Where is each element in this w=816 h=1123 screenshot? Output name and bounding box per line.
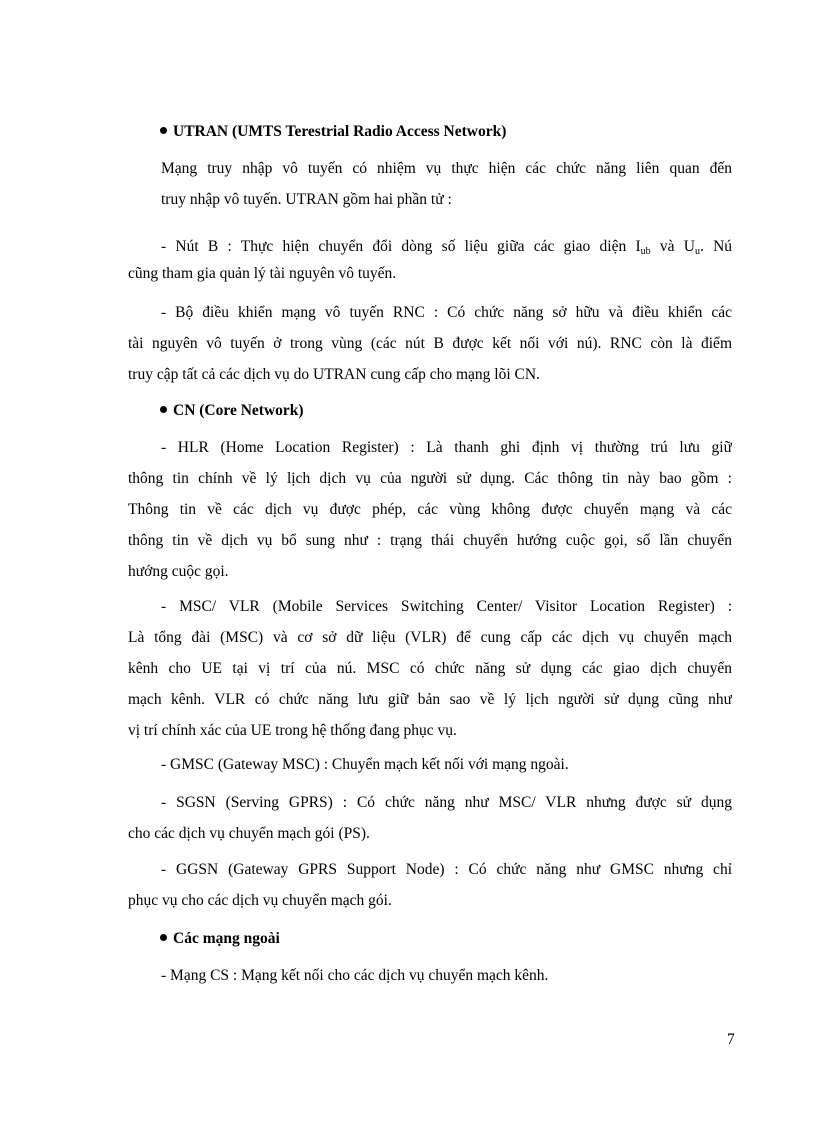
paragraph-hlr <box>128 438 732 593</box>
text-line <box>128 237 732 264</box>
paragraph-cs-network <box>128 966 732 997</box>
heading-utran-text: UTRAN (UMTS Terestrial Radio Access Network) <box>173 123 507 140</box>
text-line: - GGSN (Gateway GPRS Support Node) : Có chức năng như GMSC nhưng chỉ <box>161 861 732 878</box>
text-line: truy nhập vô tuyến. UTRAN gồm hai phần tử : <box>161 191 452 208</box>
text-run: . Nú <box>699 238 732 255</box>
text-line: - SGSN (Serving GPRS) : Có chức năng như MSC/ VLR nhưng được sử dụng <box>161 794 732 811</box>
text-line: Thông tin về các dịch vụ được phép, các vùng không được chuyển mạng và các <box>128 501 732 518</box>
bullet-icon <box>160 934 167 941</box>
bullet-icon <box>160 406 167 413</box>
text-line: truy cập tất cả các dịch vụ do UTRAN cung cấp cho mạng lõi CN. <box>128 366 540 383</box>
text-line: - Bộ điều khiển mạng vô tuyến RNC : Có chức năng sở hữu và điều khiển các <box>161 304 732 321</box>
paragraph-sgsn <box>128 793 732 855</box>
text-line: kênh cho UE tại vị trí của nú. MSC có chức năng sử dụng các giao dịch chuyển <box>128 660 732 677</box>
text-line: mạch kênh. VLR có chức năng lưu giữ bản sao về lý lịch người sử dụng cũng như <box>128 691 732 708</box>
paragraph-msc-vlr <box>128 597 732 752</box>
text-line: - Mạng CS : Mạng kết nối cho các dịch vụ chuyển mạch kênh. <box>161 967 549 984</box>
paragraph-utran-intro <box>128 159 732 221</box>
bullet-icon <box>160 127 167 134</box>
text-line: Mạng truy nhập vô tuyến có nhiệm vụ thực hiện các chức năng liên quan đến <box>161 160 732 177</box>
text-run: - Nút B : Thực hiện chuyển đổi dòng số liệu giữa các giao diện I <box>161 238 641 255</box>
text-line: cho các dịch vụ chuyển mạch gói (PS). <box>128 825 370 842</box>
heading-external-networks <box>160 929 280 949</box>
text-line: tài nguyên vô tuyến ở trong vùng (các nút B được kết nối với nú). RNC còn là điểm <box>128 335 732 352</box>
text-line: - HLR (Home Location Register) : Là thanh ghi định vị thường trú lưu giữ <box>161 439 732 456</box>
heading-external-text: Các mạng ngoài <box>173 930 280 947</box>
heading-utran <box>160 122 506 142</box>
text-line: phục vụ cho các dịch vụ chuyển mạch gói. <box>128 892 392 909</box>
heading-cn-text: CN (Core Network) <box>173 402 304 419</box>
paragraph-node-b <box>128 237 732 291</box>
text-line: cũng tham gia quản lý tài nguyên vô tuyến. <box>128 265 397 282</box>
text-line: hướng cuộc gọi. <box>128 563 229 580</box>
paragraph-rnc <box>128 303 732 396</box>
text-line: vị trí chính xác của UE trong hệ thống đang phục vụ. <box>128 722 457 739</box>
subscript: ub <box>640 246 651 257</box>
text-run: và U <box>650 238 695 255</box>
text-line: Là tổng đài (MSC) và cơ sở dữ liệu (VLR) để cung cấp các dịch vụ chuyển mạch <box>128 629 732 646</box>
text-line: - GMSC (Gateway MSC) : Chuyển mạch kết nối với mạng ngoài. <box>161 756 569 773</box>
text-line: thông tin chính về lý lịch dịch vụ của người sử dụng. Các thông tin này bao gồm : <box>128 470 732 487</box>
text-line: - MSC/ VLR (Mobile Services Switching Center/ Visitor Location Register) : <box>161 598 732 615</box>
text-line: thông tin về dịch vụ bổ sung như : trạng thái chuyển hướng cuộc gọi, số lần chuyển <box>128 532 732 549</box>
heading-cn <box>160 401 304 421</box>
paragraph-gmsc <box>128 755 732 786</box>
subscript: u <box>694 246 700 257</box>
page-number: 7 <box>727 1031 735 1048</box>
paragraph-ggsn <box>128 860 732 922</box>
